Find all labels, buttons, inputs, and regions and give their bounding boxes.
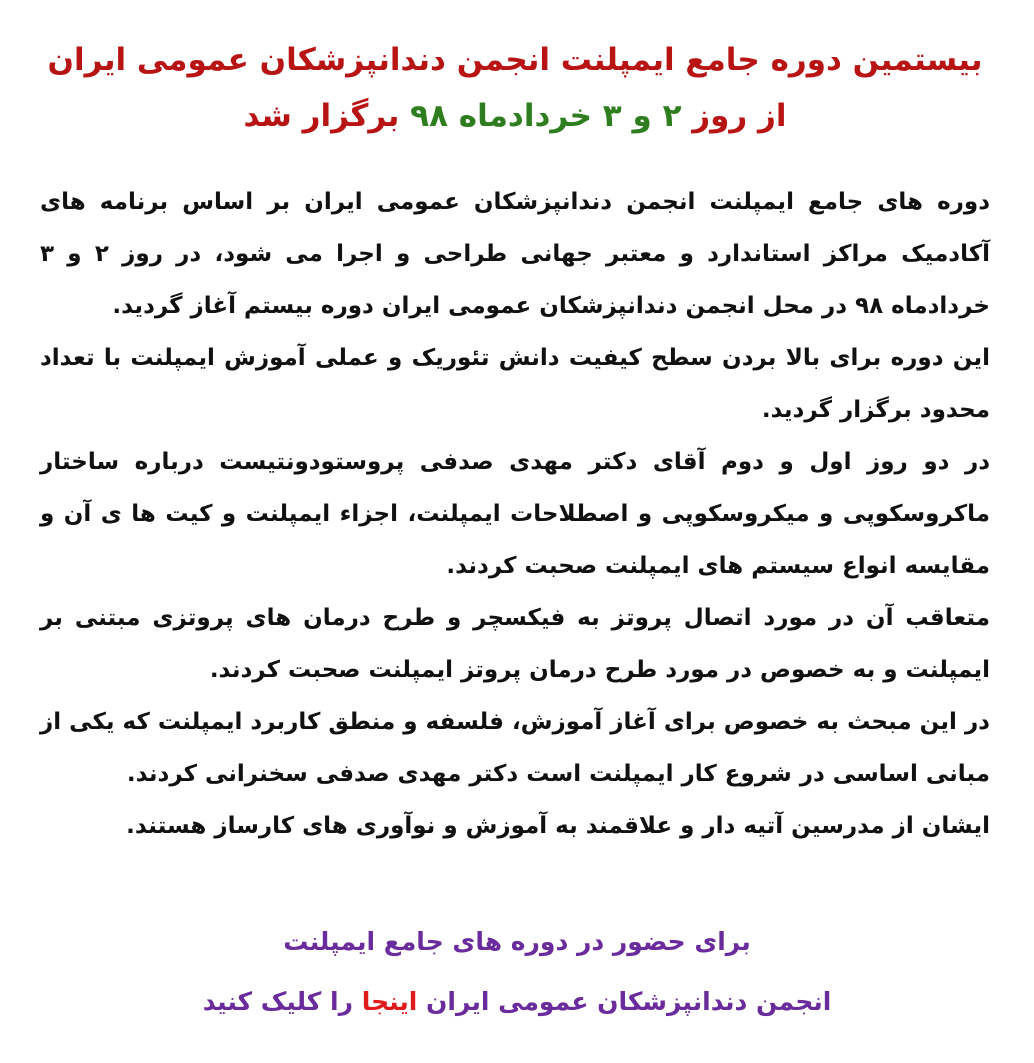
cta-line-2-suffix: را کلیک کنید: [202, 987, 354, 1016]
subtitle-suffix: برگزار شد: [243, 98, 400, 134]
registration-call-to-action: [0, 912, 1034, 1032]
click-here-link[interactable]: اینجا: [361, 987, 418, 1016]
paragraph-instructor: ایشان از مدرسین آتیه دار و علاقمند به آموزش و نوآوری های کارساز هستند.: [126, 813, 990, 839]
article-body: [40, 176, 990, 852]
article-subtitle: [40, 90, 990, 142]
subtitle-dates: ۲ و ۳ خردادماه ۹۸: [410, 98, 682, 134]
paragraph-prosthesis: متعاقب آن در مورد اتصال پروتز به فیکسچر و طرح درمان های پروتزی مبتنی بر ایمپلنت و به خصوص در مورد طرح درمان پروتز ایمپلنت صحبت کردند.: [40, 605, 990, 683]
paragraph-intro: دوره های جامع ایمپلنت انجمن دندانپزشکان عمومی ایران بر اساس برنامه های آکادمیک مراکز استاندارد و معتبر جهانی طراحی و اجرا می شود، در روز ۲ و ۳ خردادماه ۹۸ در محل انجمن دندانپزشکان عمومی ایران دوره بیستم آغاز گردید.: [40, 189, 991, 319]
cta-line-2-prefix: انجمن دندانپزشکان عمومی ایران: [426, 987, 832, 1016]
cta-line-1: برای حضور در دوره های جامع ایمپلنت: [283, 927, 751, 956]
paragraph-philosophy: در این مبحث به خصوص برای آغاز آموزش، فلسفه و منطق کاربرد ایمپلنت که یکی از مبانی اساسی در شروع کار ایمپلنت است دکتر مهدی صدفی سخنرانی کردند.: [40, 709, 990, 787]
subtitle-prefix: از روز: [692, 98, 787, 134]
cta-line-2: [0, 972, 1034, 1032]
article-title: بیستمین دوره جامع ایمپلنت انجمن دندانپزشکان عمومی ایران: [47, 42, 983, 78]
paragraph-days-one-two: در دو روز اول و دوم آقای دکتر مهدی صدفی پروستودونتیست درباره ساختار ماکروسکوپی و میکروسکوپی و اصطلاحات ایمپلنت، اجزاء ایمپلنت و کیت ها ی آن و مقایسه انواع سیستم های ایمپلنت صحبت کردند.: [40, 449, 990, 579]
paragraph-purpose: این دوره برای بالا بردن سطح کیفیت دانش تئوریک و عملی آموزش ایمپلنت با تعداد محدود برگزار گردید.: [40, 345, 990, 423]
